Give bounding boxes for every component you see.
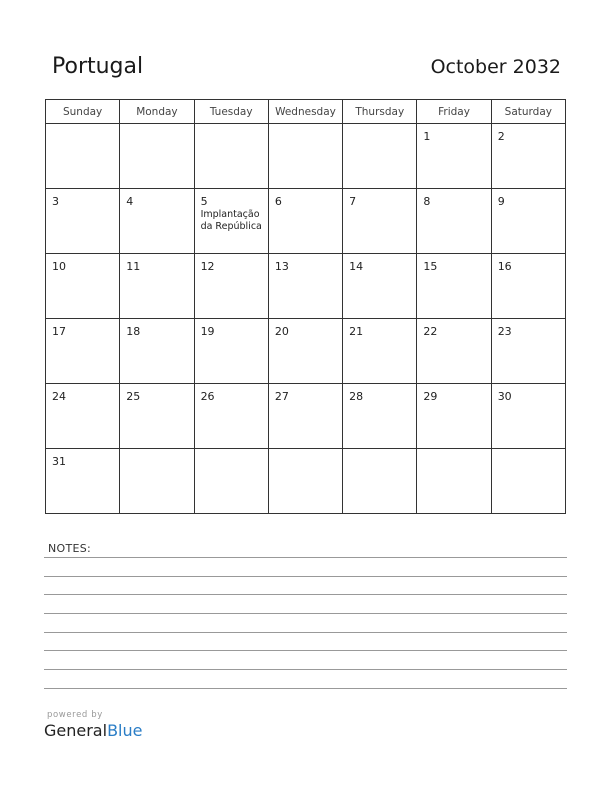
calendar-grid <box>45 99 566 514</box>
day-number <box>120 449 193 456</box>
day-cell <box>194 319 268 384</box>
notes-label: NOTES: <box>48 542 92 555</box>
weekday-thursday: Thursday <box>343 100 417 124</box>
day-number: 16 <box>497 260 512 273</box>
note-line <box>44 688 567 689</box>
day-cell <box>46 449 120 514</box>
day-cell <box>194 384 268 449</box>
day-cell <box>491 449 565 514</box>
day-cell <box>46 189 120 254</box>
day-cell <box>491 189 565 254</box>
day-cell <box>268 254 342 319</box>
day-number <box>120 124 193 131</box>
week-row <box>46 254 566 319</box>
day-cell <box>268 449 342 514</box>
week-row <box>46 124 566 189</box>
day-number: 20 <box>274 325 289 338</box>
day-cell <box>194 189 268 254</box>
day-number <box>343 449 416 456</box>
day-number: 29 <box>423 390 438 403</box>
day-number: 5 <box>200 195 208 208</box>
day-number: 6 <box>274 195 282 208</box>
weekday-saturday: Saturday <box>491 100 565 124</box>
note-line <box>44 650 567 651</box>
weekday-tuesday: Tuesday <box>194 100 268 124</box>
brand-part-general: General <box>44 721 108 740</box>
day-number: 31 <box>52 455 66 468</box>
week-row <box>46 189 566 254</box>
day-cell <box>417 254 491 319</box>
day-cell <box>268 124 342 189</box>
month-year-title: October 2032 <box>430 56 561 78</box>
day-cell <box>120 384 194 449</box>
note-line <box>44 576 567 577</box>
day-number: 10 <box>52 260 66 273</box>
note-line <box>44 632 567 633</box>
week-row <box>46 319 566 384</box>
powered-by-text: powered by <box>47 710 103 720</box>
note-line <box>44 557 567 558</box>
day-number: 30 <box>497 390 512 403</box>
day-cell <box>268 189 342 254</box>
day-number: 4 <box>126 195 134 208</box>
weekday-sunday: Sunday <box>46 100 120 124</box>
day-number: 21 <box>349 325 364 338</box>
note-line <box>44 613 567 614</box>
day-number: 28 <box>349 390 364 403</box>
weekday-wednesday: Wednesday <box>268 100 342 124</box>
day-number <box>492 449 565 456</box>
note-line <box>44 669 567 670</box>
day-number <box>269 449 342 456</box>
day-number: 7 <box>349 195 357 208</box>
day-number: 24 <box>52 390 66 403</box>
day-cell <box>46 384 120 449</box>
day-number: 14 <box>349 260 364 273</box>
day-cell <box>46 254 120 319</box>
day-number <box>343 124 416 131</box>
day-number: 11 <box>126 260 141 273</box>
day-number: 27 <box>274 390 289 403</box>
holiday-label: Implantação da República <box>200 209 262 232</box>
day-number: 25 <box>126 390 141 403</box>
weekday-friday: Friday <box>417 100 491 124</box>
brand-part-blue: Blue <box>107 721 143 740</box>
day-number <box>269 124 342 131</box>
day-number: 23 <box>497 325 512 338</box>
day-cell <box>417 449 491 514</box>
day-number: 13 <box>274 260 289 273</box>
day-cell <box>120 189 194 254</box>
day-cell <box>343 384 417 449</box>
day-number: 8 <box>423 195 431 208</box>
day-cell <box>120 124 194 189</box>
day-number: 3 <box>52 195 59 208</box>
country-title: Portugal <box>52 54 144 79</box>
week-row <box>46 384 566 449</box>
calendar-body <box>46 124 566 514</box>
day-cell <box>194 124 268 189</box>
note-line <box>44 594 567 595</box>
day-number: 15 <box>423 260 438 273</box>
day-cell <box>194 254 268 319</box>
day-cell <box>268 319 342 384</box>
day-number <box>417 449 490 456</box>
day-cell <box>491 384 565 449</box>
day-number <box>195 124 268 131</box>
day-cell <box>417 319 491 384</box>
day-cell <box>343 189 417 254</box>
day-cell <box>343 254 417 319</box>
day-number: 9 <box>497 195 505 208</box>
day-cell <box>194 449 268 514</box>
day-number: 26 <box>200 390 215 403</box>
day-number <box>195 449 268 456</box>
day-number: 1 <box>423 130 431 143</box>
day-cell <box>417 124 491 189</box>
week-row <box>46 449 566 514</box>
day-cell <box>46 319 120 384</box>
day-number: 19 <box>200 325 215 338</box>
day-cell <box>343 449 417 514</box>
weekday-monday: Monday <box>120 100 194 124</box>
day-cell <box>268 384 342 449</box>
day-cell <box>343 319 417 384</box>
day-number: 18 <box>126 325 141 338</box>
day-cell <box>120 449 194 514</box>
day-number: 2 <box>497 130 505 143</box>
day-cell <box>491 254 565 319</box>
day-cell <box>491 319 565 384</box>
day-cell <box>417 189 491 254</box>
day-number <box>46 124 119 131</box>
day-cell <box>120 319 194 384</box>
day-cell <box>120 254 194 319</box>
weekday-header-row <box>46 100 566 124</box>
day-number: 17 <box>52 325 66 338</box>
day-cell <box>491 124 565 189</box>
day-number: 12 <box>200 260 215 273</box>
day-cell <box>343 124 417 189</box>
day-number: 22 <box>423 325 438 338</box>
day-cell <box>417 384 491 449</box>
brand-logo <box>44 721 142 740</box>
day-cell <box>46 124 120 189</box>
